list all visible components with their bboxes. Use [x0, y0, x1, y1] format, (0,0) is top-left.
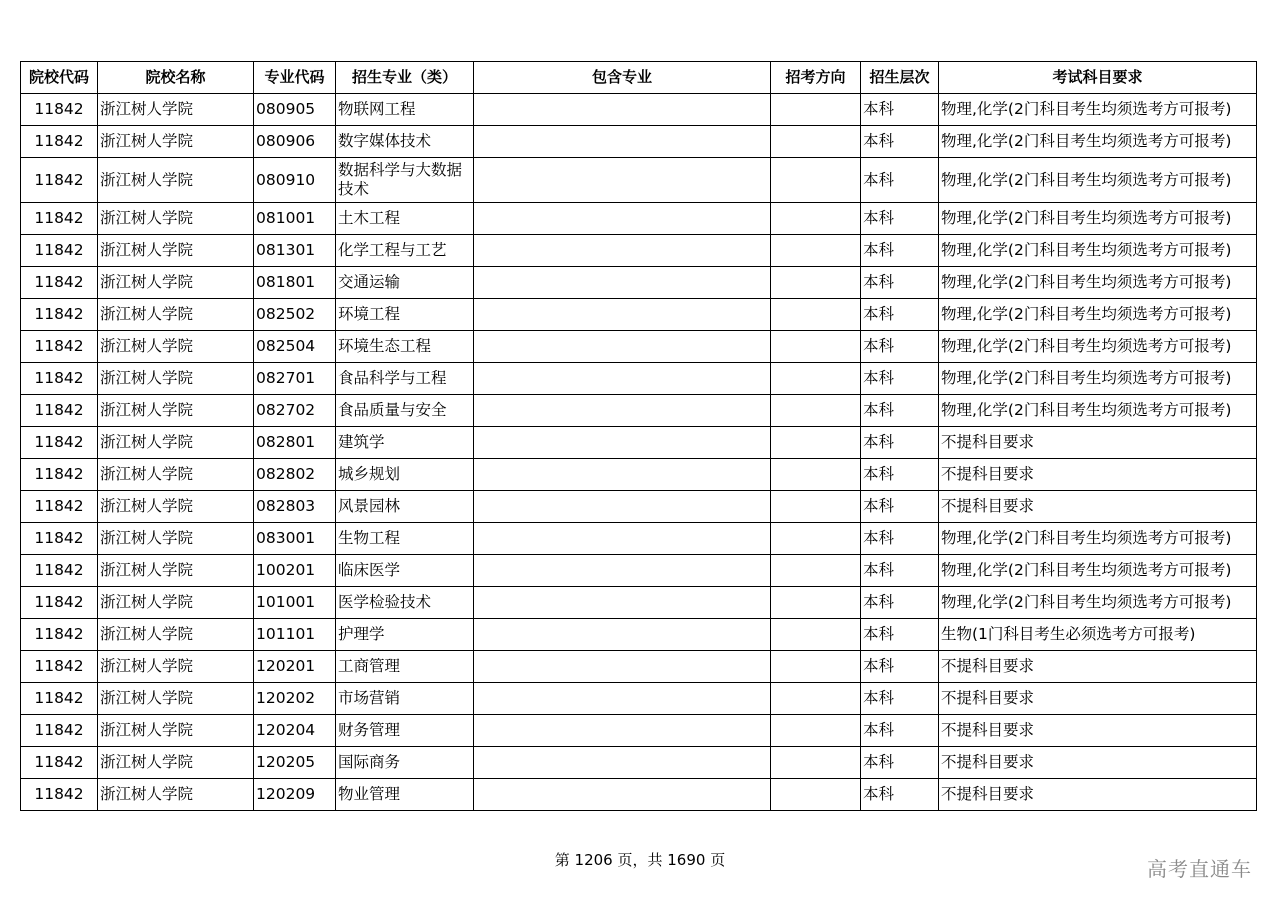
cell-subject-requirement: 物理,化学(2门科目考生均须选考方可报考): [939, 331, 1257, 363]
table-row: [21, 555, 1257, 587]
header-subject-requirement: 考试科目要求: [939, 62, 1257, 94]
cell-major: 财务管理: [336, 715, 474, 747]
cell-school-name: 浙江树人学院: [98, 158, 254, 203]
cell-subject-requirement: 不提科目要求: [939, 651, 1257, 683]
cell-subject-requirement: 不提科目要求: [939, 427, 1257, 459]
cell-included-majors: [474, 523, 771, 555]
cell-level: 本科: [861, 587, 939, 619]
cell-included-majors: [474, 299, 771, 331]
cell-school-name: 浙江树人学院: [98, 235, 254, 267]
cell-major-code: 082803: [254, 491, 336, 523]
cell-major: 护理学: [336, 619, 474, 651]
cell-school-code: 11842: [21, 267, 98, 299]
cell-school-code: 11842: [21, 619, 98, 651]
cell-included-majors: [474, 747, 771, 779]
table-row: [21, 779, 1257, 811]
cell-school-code: 11842: [21, 715, 98, 747]
table-row: [21, 683, 1257, 715]
cell-level: 本科: [861, 395, 939, 427]
cell-major: 生物工程: [336, 523, 474, 555]
cell-school-code: 11842: [21, 203, 98, 235]
table-row: [21, 491, 1257, 523]
cell-major: 土木工程: [336, 203, 474, 235]
cell-included-majors: [474, 158, 771, 203]
cell-subject-requirement: 不提科目要求: [939, 683, 1257, 715]
cell-direction: [771, 126, 861, 158]
cell-included-majors: [474, 395, 771, 427]
cell-included-majors: [474, 683, 771, 715]
cell-school-code: 11842: [21, 491, 98, 523]
cell-included-majors: [474, 126, 771, 158]
cell-level: 本科: [861, 299, 939, 331]
cell-subject-requirement: 物理,化学(2门科目考生均须选考方可报考): [939, 267, 1257, 299]
cell-school-code: 11842: [21, 747, 98, 779]
cell-subject-requirement: 不提科目要求: [939, 779, 1257, 811]
cell-major: 数字媒体技术: [336, 126, 474, 158]
table-row: [21, 158, 1257, 203]
cell-school-name: 浙江树人学院: [98, 395, 254, 427]
cell-major: 国际商务: [336, 747, 474, 779]
cell-school-name: 浙江树人学院: [98, 555, 254, 587]
cell-major: 食品科学与工程: [336, 363, 474, 395]
table-row: [21, 94, 1257, 126]
cell-major: 风景园林: [336, 491, 474, 523]
cell-level: 本科: [861, 363, 939, 395]
table-row: [21, 619, 1257, 651]
cell-direction: [771, 779, 861, 811]
cell-included-majors: [474, 459, 771, 491]
cell-subject-requirement: 物理,化学(2门科目考生均须选考方可报考): [939, 126, 1257, 158]
cell-subject-requirement: 物理,化学(2门科目考生均须选考方可报考): [939, 235, 1257, 267]
header-school-name: 院校名称: [98, 62, 254, 94]
cell-subject-requirement: 物理,化学(2门科目考生均须选考方可报考): [939, 94, 1257, 126]
cell-major-code: 101101: [254, 619, 336, 651]
cell-school-name: 浙江树人学院: [98, 299, 254, 331]
cell-school-name: 浙江树人学院: [98, 267, 254, 299]
cell-included-majors: [474, 427, 771, 459]
cell-school-code: 11842: [21, 235, 98, 267]
cell-major-code: 120205: [254, 747, 336, 779]
cell-level: 本科: [861, 651, 939, 683]
cell-subject-requirement: 生物(1门科目考生必须选考方可报考): [939, 619, 1257, 651]
cell-major-code: 080906: [254, 126, 336, 158]
cell-subject-requirement: 不提科目要求: [939, 491, 1257, 523]
cell-included-majors: [474, 619, 771, 651]
cell-level: 本科: [861, 203, 939, 235]
cell-major-code: 081801: [254, 267, 336, 299]
cell-direction: [771, 331, 861, 363]
cell-school-code: 11842: [21, 523, 98, 555]
table-header-row: [21, 62, 1257, 94]
header-major: 招生专业（类）: [336, 62, 474, 94]
cell-subject-requirement: 物理,化学(2门科目考生均须选考方可报考): [939, 523, 1257, 555]
cell-major: 医学检验技术: [336, 587, 474, 619]
page-number: 第 1206 页，共 1690 页: [554, 851, 726, 869]
cell-direction: [771, 587, 861, 619]
cell-school-name: 浙江树人学院: [98, 779, 254, 811]
cell-major-code: 082802: [254, 459, 336, 491]
cell-school-name: 浙江树人学院: [98, 427, 254, 459]
cell-included-majors: [474, 491, 771, 523]
cell-subject-requirement: 不提科目要求: [939, 747, 1257, 779]
cell-included-majors: [474, 779, 771, 811]
cell-major-code: 082701: [254, 363, 336, 395]
cell-school-name: 浙江树人学院: [98, 203, 254, 235]
cell-direction: [771, 203, 861, 235]
cell-direction: [771, 158, 861, 203]
cell-direction: [771, 491, 861, 523]
cell-included-majors: [474, 587, 771, 619]
cell-school-name: 浙江树人学院: [98, 94, 254, 126]
cell-major-code: 083001: [254, 523, 336, 555]
cell-major: 工商管理: [336, 651, 474, 683]
cell-school-code: 11842: [21, 459, 98, 491]
cell-level: 本科: [861, 523, 939, 555]
header-major-code: 专业代码: [254, 62, 336, 94]
cell-major: 环境生态工程: [336, 331, 474, 363]
cell-direction: [771, 651, 861, 683]
cell-major-code: 120201: [254, 651, 336, 683]
cell-included-majors: [474, 715, 771, 747]
cell-major: 化学工程与工艺: [336, 235, 474, 267]
cell-direction: [771, 459, 861, 491]
cell-major: 临床医学: [336, 555, 474, 587]
cell-school-code: 11842: [21, 555, 98, 587]
cell-school-name: 浙江树人学院: [98, 459, 254, 491]
cell-level: 本科: [861, 158, 939, 203]
cell-direction: [771, 715, 861, 747]
cell-school-name: 浙江树人学院: [98, 491, 254, 523]
cell-major: 物联网工程: [336, 94, 474, 126]
cell-major: 食品质量与安全: [336, 395, 474, 427]
header-school-code: 院校代码: [21, 62, 98, 94]
cell-included-majors: [474, 363, 771, 395]
cell-major-code: 080910: [254, 158, 336, 203]
table-body: [21, 94, 1257, 811]
table-row: [21, 459, 1257, 491]
cell-school-code: 11842: [21, 395, 98, 427]
table-row: [21, 235, 1257, 267]
cell-subject-requirement: 不提科目要求: [939, 459, 1257, 491]
cell-level: 本科: [861, 94, 939, 126]
cell-school-name: 浙江树人学院: [98, 619, 254, 651]
cell-direction: [771, 94, 861, 126]
cell-direction: [771, 235, 861, 267]
cell-level: 本科: [861, 235, 939, 267]
cell-subject-requirement: 不提科目要求: [939, 715, 1257, 747]
cell-level: 本科: [861, 491, 939, 523]
table-row: [21, 651, 1257, 683]
cell-school-name: 浙江树人学院: [98, 331, 254, 363]
cell-subject-requirement: 物理,化学(2门科目考生均须选考方可报考): [939, 555, 1257, 587]
table-row: [21, 126, 1257, 158]
cell-included-majors: [474, 267, 771, 299]
table-row: [21, 395, 1257, 427]
cell-major: 物业管理: [336, 779, 474, 811]
cell-level: 本科: [861, 747, 939, 779]
cell-level: 本科: [861, 683, 939, 715]
cell-major-code: 120204: [254, 715, 336, 747]
header-included-majors: 包含专业: [474, 62, 771, 94]
table-row: [21, 299, 1257, 331]
cell-included-majors: [474, 555, 771, 587]
cell-level: 本科: [861, 459, 939, 491]
cell-school-code: 11842: [21, 94, 98, 126]
cell-direction: [771, 555, 861, 587]
table-row: [21, 587, 1257, 619]
cell-subject-requirement: 物理,化学(2门科目考生均须选考方可报考): [939, 299, 1257, 331]
cell-school-code: 11842: [21, 427, 98, 459]
table-row: [21, 715, 1257, 747]
table-row: [21, 203, 1257, 235]
cell-major-code: 080905: [254, 94, 336, 126]
cell-direction: [771, 523, 861, 555]
cell-subject-requirement: 物理,化学(2门科目考生均须选考方可报考): [939, 158, 1257, 203]
cell-school-code: 11842: [21, 779, 98, 811]
cell-major: 市场营销: [336, 683, 474, 715]
cell-major-code: 100201: [254, 555, 336, 587]
table-row: [21, 747, 1257, 779]
cell-major-code: 081001: [254, 203, 336, 235]
cell-school-name: 浙江树人学院: [98, 715, 254, 747]
cell-school-code: 11842: [21, 299, 98, 331]
cell-subject-requirement: 物理,化学(2门科目考生均须选考方可报考): [939, 363, 1257, 395]
cell-direction: [771, 395, 861, 427]
cell-school-code: 11842: [21, 158, 98, 203]
cell-direction: [771, 267, 861, 299]
cell-school-code: 11842: [21, 126, 98, 158]
cell-major: 数据科学与大数据技术: [336, 158, 474, 203]
cell-major-code: 082504: [254, 331, 336, 363]
cell-major-code: 082502: [254, 299, 336, 331]
cell-level: 本科: [861, 427, 939, 459]
watermark-logo: 高考直通车: [1147, 857, 1252, 881]
cell-school-name: 浙江树人学院: [98, 651, 254, 683]
cell-school-code: 11842: [21, 683, 98, 715]
cell-direction: [771, 427, 861, 459]
cell-major: 城乡规划: [336, 459, 474, 491]
cell-included-majors: [474, 651, 771, 683]
cell-direction: [771, 683, 861, 715]
cell-direction: [771, 363, 861, 395]
cell-major: 建筑学: [336, 427, 474, 459]
cell-level: 本科: [861, 619, 939, 651]
table-row: [21, 267, 1257, 299]
cell-major-code: 082702: [254, 395, 336, 427]
cell-level: 本科: [861, 555, 939, 587]
cell-major-code: 120202: [254, 683, 336, 715]
cell-major: 交通运输: [336, 267, 474, 299]
cell-subject-requirement: 物理,化学(2门科目考生均须选考方可报考): [939, 203, 1257, 235]
cell-direction: [771, 619, 861, 651]
cell-subject-requirement: 物理,化学(2门科目考生均须选考方可报考): [939, 395, 1257, 427]
cell-school-name: 浙江树人学院: [98, 126, 254, 158]
cell-level: 本科: [861, 779, 939, 811]
cell-included-majors: [474, 235, 771, 267]
cell-major-code: 101001: [254, 587, 336, 619]
cell-level: 本科: [861, 267, 939, 299]
header-direction: 招考方向: [771, 62, 861, 94]
cell-level: 本科: [861, 126, 939, 158]
cell-direction: [771, 747, 861, 779]
cell-school-name: 浙江树人学院: [98, 747, 254, 779]
table-row: [21, 523, 1257, 555]
cell-included-majors: [474, 94, 771, 126]
cell-major: 环境工程: [336, 299, 474, 331]
cell-school-name: 浙江树人学院: [98, 363, 254, 395]
cell-school-code: 11842: [21, 651, 98, 683]
cell-major-code: 081301: [254, 235, 336, 267]
cell-included-majors: [474, 203, 771, 235]
cell-major-code: 082801: [254, 427, 336, 459]
cell-school-code: 11842: [21, 587, 98, 619]
cell-included-majors: [474, 331, 771, 363]
cell-level: 本科: [861, 331, 939, 363]
cell-school-name: 浙江树人学院: [98, 523, 254, 555]
cell-major-code: 120209: [254, 779, 336, 811]
cell-subject-requirement: 物理,化学(2门科目考生均须选考方可报考): [939, 587, 1257, 619]
cell-school-code: 11842: [21, 331, 98, 363]
cell-level: 本科: [861, 715, 939, 747]
cell-direction: [771, 299, 861, 331]
header-level: 招生层次: [861, 62, 939, 94]
table-row: [21, 331, 1257, 363]
admission-table: [20, 61, 1257, 811]
cell-school-name: 浙江树人学院: [98, 587, 254, 619]
cell-school-code: 11842: [21, 363, 98, 395]
table-row: [21, 363, 1257, 395]
table-row: [21, 427, 1257, 459]
cell-school-name: 浙江树人学院: [98, 683, 254, 715]
